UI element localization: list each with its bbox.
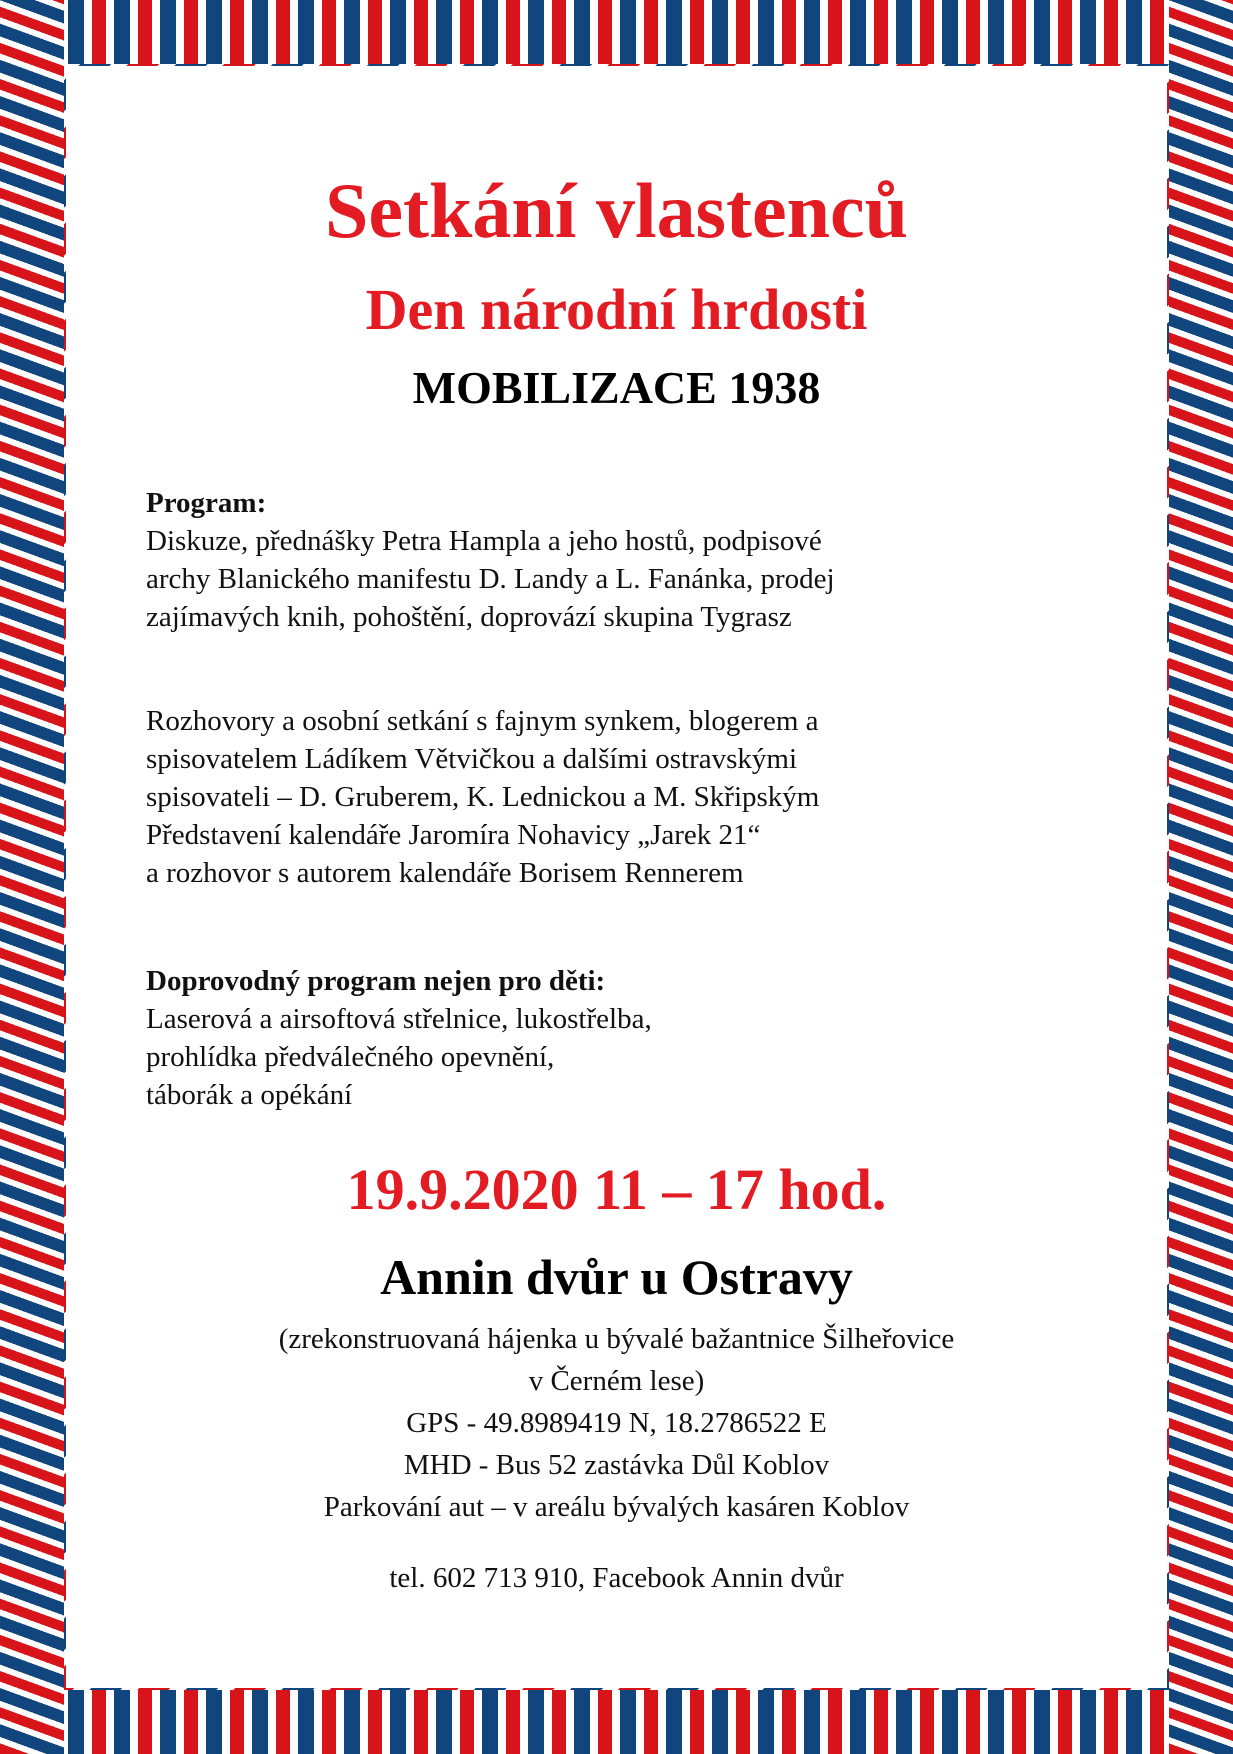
kids-section [146,962,1106,1114]
talks-line: Představení kalendáře Jaromíra Nohavicy „Jarek 21“ [146,819,761,851]
bunting-top [0,0,1233,64]
poster-title: Setkání vlastenců [325,167,908,254]
talks-line: spisovateli – D. Gruberem, K. Lednickou a M. Skřipským [146,781,820,813]
info-line: GPS - 49.8989419 N, 18.2786522 E [406,1407,827,1439]
kids-line: prohlídka předválečného opevnění, [146,1041,555,1073]
program-heading: Program: [146,487,267,519]
program-line: zajímavých knih, pohoštění, doprovází skupina Tygrasz [146,601,792,633]
talks-line: spisovatelem Ládíkem Větvičkou a dalšími ostravskými [146,743,798,775]
poster-sheet [66,66,1167,1688]
talks-line: Rozhovory a osobní setkání s fajnym synkem, blogerem a [146,705,819,737]
program-line: archy Blanického manifestu D. Landy a L. Fanánka, prodej [146,563,835,595]
talks-line: a rozhovor s autorem kalendáře Borisem Rennerem [146,857,744,889]
kids-heading: Doprovodný program nejen pro děti: [146,965,606,997]
bunting-right [1169,0,1233,1754]
kids-line: táborák a opékání [146,1079,353,1111]
bunting-bottom [0,1690,1233,1754]
program-section [146,484,1106,636]
contact-line: tel. 602 713 910, Facebook Annin dvůr [389,1562,844,1594]
program-line: Diskuze, přednášky Petra Hampla a jeho hostů, podpisové [146,525,822,557]
info-line: v Černém lese) [528,1365,705,1397]
info-line: Parkování aut – v areálu bývalých kasáren Koblov [323,1491,910,1523]
event-info [66,1318,1167,1528]
poster-tagline: MOBILIZACE 1938 [412,362,821,413]
info-line: MHD - Bus 52 zastávka Důl Koblov [403,1449,830,1481]
kids-line: Laserová a airsoftová střelnice, lukostřelba, [146,1003,652,1035]
bunting-left [0,0,64,1754]
talks-section [146,702,1106,892]
event-datetime: 19.9.2020 11 – 17 hod. [346,1157,887,1222]
poster-subtitle: Den národní hrdosti [365,277,868,342]
event-place: Annin dvůr u Ostravy [380,1249,853,1305]
info-line: (zrekonstruovaná hájenka u bývalé bažantnice Šilheřovice [278,1323,955,1355]
